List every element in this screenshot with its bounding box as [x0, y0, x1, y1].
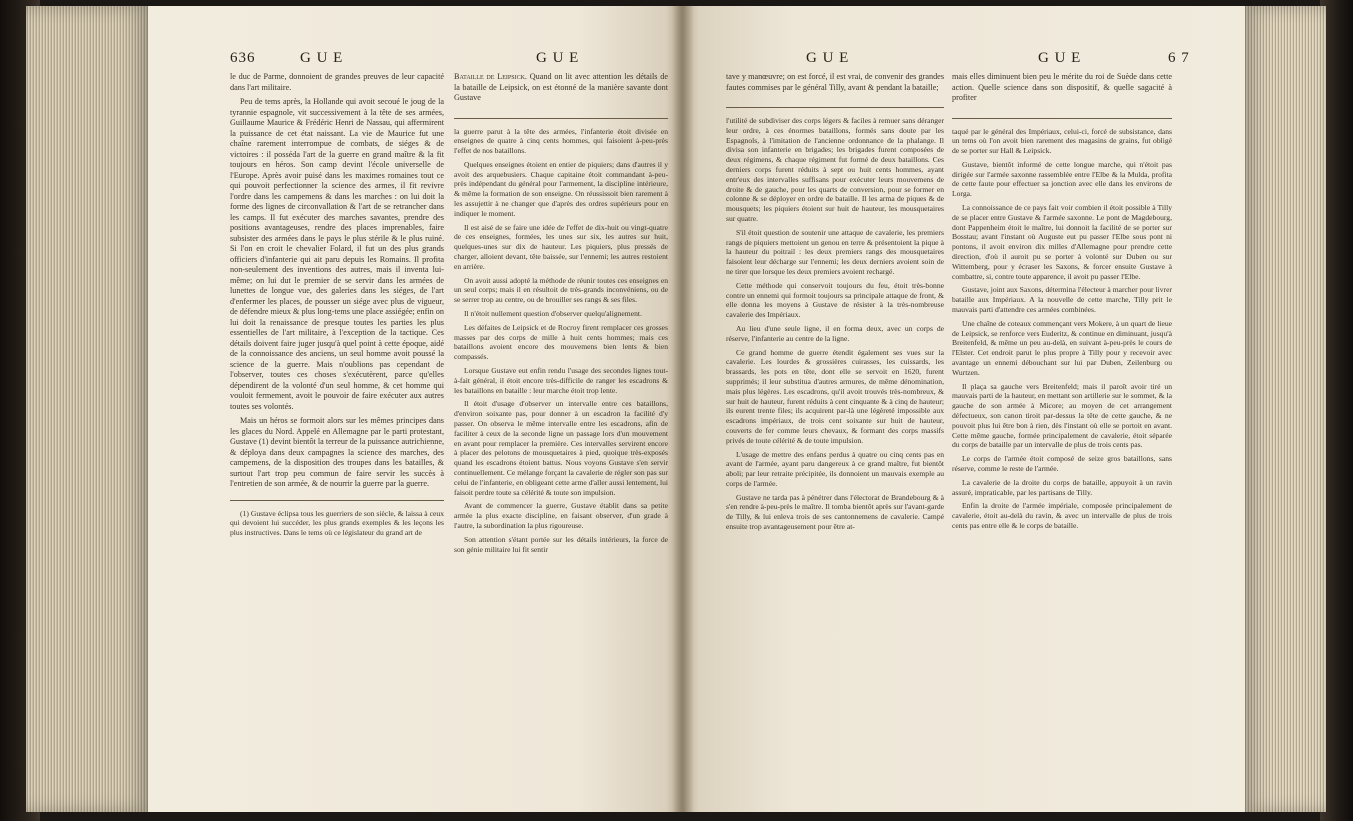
footnote: Gustave, bientôt informé de cette longue marche, qui n'étoit pas dirigée sur l'armée saxonne rassemblée entre l'Elbe & la Mulda, profita de cette faute pour effectuer sa jonction avec elle dans les environs de Lorga.: [952, 159, 1172, 199]
footnote: Ce grand homme de guerre étendit également ses vues sur la cavalerie. Les lourdes & grossières cuirasses, les cuissards, les brassards, les pots en tête, dont elle se servoit en 1620, furent supprimés; il leur substitua d'autres armures, de même dénomination, mais plus légères. Les escadrons, qu'il avoit trouvés très-nombreux, & sur huit de hauteur, furent réduits à cent cinquante & à cinq de hauteur; ils eurent trente files; ils acquirent par-là une légèreté impossible aux escadrons impériaux, de trois cent soixante sur huit de hauteur, couverts de fer comme leurs chevaux, & formant des corps massifs privés de toute célérité & de toute impulsion.: [726, 347, 944, 445]
page-edges-left: [26, 6, 150, 812]
paragraph: Mais un héros se formoit alors sur les mêmes principes dans les glaces du Nord. Appelé en Allemagne par le parti protestant, Gustave (1) devint bientôt la terreur de la puissance autrichienne, & déploya dans deux campagnes la science des marches, des campemens, de la disposition des troupes dans les batailles, & surtout l'art trop peu commun de faire servir les succès à l'entretien de son armée, & de nourrir la guerre par la guerre.: [230, 416, 444, 488]
footnote: Gustave, joint aux Saxons, détermina l'électeur à marcher pour livrer bataille aux Impériaux. A la nouvelle de cette marche, Tilly prit le mauvais parti d'attendre ces armées combinées.: [952, 285, 1172, 315]
footnote: L'usage de mettre des enfans perdus à quatre ou cinq cents pas en avant de l'armée, ayant paru dangereux à ce grand maître, fut bientôt aboli; par leur retraite précipitée, ils donnoient un mauvais exemple au corps de l'armée.: [726, 449, 944, 488]
right-page-number: 6 7: [1168, 50, 1190, 66]
paragraph: mais elles diminuent bien peu le mérite du roi de Suède dans cette action. Quelle science dans son dispositif, & quelle sagacité à profiter: [952, 72, 1172, 102]
footnote: La cavalerie de la droite du corps de bataille, appuyoit à un ravin assuré, impraticable, par les partisans de Tilly.: [952, 477, 1172, 497]
footnote: Lorsque Gustave eut enfin rendu l'usage des secondes lignes tout-à-fait général, il étoit encore très-difficile de ranger les escadrons & les bataillons en bataille : leur marche étoit trop lente.: [454, 366, 668, 395]
footnote: S'il étoit question de soutenir une attaque de cavalerie, les premiers rangs de piquiers mettoient un genou en terre & présentoient la pique à la hauteur du poitrail : les deux premiers rangs des mousquetaires faisoient leur décharge sur l'ennemi; les deux derniers avoient soin de ne tirer que lorsque les deux premiers avoient rechargé.: [726, 227, 944, 276]
footnote-rule: [230, 500, 444, 501]
right-running-title-2: G U E: [1038, 50, 1082, 66]
footnote: Le corps de l'armée étoit composé de seize gros bataillons, sans réserve, comme le reste de l'armée.: [952, 454, 1172, 473]
left-page-column-2: [454, 72, 668, 792]
footnote-rule: [454, 118, 668, 119]
section-paragraph: [454, 72, 668, 104]
footnote: Les défaites de Leipsick et de Rocroy firent remplacer ces grosses masses par des corps de mille à huit cents hommes; mais ces bataillons avoient encore des mouvemens bien lents & bien compassés.: [454, 322, 668, 362]
footnote: Son attention s'étant portée sur les détails intérieurs, la force de son génie militaire lui fit sentir: [454, 534, 668, 554]
footnote: (1) Gustave éclipsa tous les guerriers de son siècle, & laissa à ceux qui devoient lui succéder, les plus grands exemples & les leçons les plus instructives. Dans le tems où ce législateur du grand art de: [230, 508, 444, 538]
footnote-rule: [726, 107, 944, 108]
left-page-header: [148, 50, 682, 74]
paragraph: le duc de Parme, donnoient de grandes preuves de leur capacité dans l'art militaire.: [230, 72, 444, 92]
footnote: Cette méthode qui conservoit toujours du feu, étoit très-bonne contre un ennemi qui formoit toujours sa principale attaque de front, & elle donna les moyens à Gustave de résister à la très-nombreuse cavalerie des Impériaux.: [726, 280, 944, 320]
footnote: Une chaîne de coteaux commençant vers Mokere, à un quart de lieue de Leipsick, se renforce vers Euderitz, & continue en diminuant, jusqu'à Breitenfeld, & même un peu au-delà, en suivant à-peu-près le cours de l'Elster. Cet endroit parut le plus propre à Tilly pour y recevoir avec avantage un ennemi débouchant sur lui par Duben, Zeilenburg ou Wurtzen.: [952, 318, 1172, 377]
right-page-column-2: [952, 72, 1172, 792]
left-running-title-1: G U E: [300, 50, 344, 66]
page-edges-right: [1244, 6, 1326, 812]
footnote: Il est aisé de se faire une idée de l'effet de dix-huit ou vingt-quatre de ces enseignes, formées, les unes sur six, les autres sur huit, quelques-unes sur dix de hauteur. Les piquiers, plus pressés de charger, alloient devant, tête baissée, sur l'ennemi; les autres restoient en arrière.: [454, 222, 668, 271]
footnote: l'utilité de subdiviser des corps légers & faciles à remuer sans déranger leur ordre, à ces énormes bataillons, formés sans doute par les Espagnols, à l'imitation de l'ancienne ordonnance de la phalange. Il divisa son infanterie en brigades; les brigades furent composées de deux régimens, & chaque régiment fut formé de deux bataillons. Ces derniers corps furent réduits à sept ou huit cents hommes, ayant entr'eux des intervalles suffisans pour exécuter leurs mouvemens de droite & de gauche, pour les quarts de conversion, pour se former en colonne & se déployer en ordre de bataille. Il les arma de piques & de mousquets; les piquiers étoient sur huit de hauteur, les mousquetaires sur quatre.: [726, 116, 944, 223]
footnote: Quelques enseignes étoient en entier de piquiers; dans d'autres il y avoit des arquebusiers. Chaque capitaine étoit commandant à-peu-près indépendant du général pour l'armement, la discipline intérieure, & même la formation de son enseigne. On réussissoit bien rarement à les assujettir à ne changer que d'après des ordres supérieurs pour en indiquer le moment.: [454, 159, 668, 218]
left-page: [148, 6, 682, 812]
footnote: Au lieu d'une seule ligne, il en forma deux, avec un corps de réserve, l'infanterie au centre de la ligne.: [726, 323, 944, 343]
book-gutter: [672, 6, 694, 812]
footnote: taqué par le général des Impériaux, celui-ci, forcé de subsistance, dans un tems où l'on avoit bien rarement des magasins de grains, fut obligé de se porter sur Hall & Leipsick.: [952, 126, 1172, 156]
right-running-title-1: G U E: [806, 50, 850, 66]
footnote: Il étoit d'usage d'observer un intervalle entre ces bataillons, d'environ soixante pas, pour donner à un escadron la facilité d'y passer. On observa le même intervalle entre les escadrons, afin de faciliter à ceux de la seconde ligne un passage lors d'un mouvement en avant pour remplacer la première. Ces intervalles servirent encore à placer des pelotons de mousquetaires à pied, quoique très-exposés quand les escadrons étoient battus. Nous voyons Gustave s'en servir continuellement. Ce mélange forçant la cavalerie de régler son pas sur celui de l'infanterie, en obligeant cette arme d'aller aussi lentement, lui faisoit perdre toute sa célérité & toute son impulsion.: [454, 399, 668, 497]
right-page-column-1: [726, 72, 944, 792]
footnote: On avoit aussi adopté la méthode de réunir toutes ces enseignes en un seul corps; mais il en résultoit de très-grands inconvéniens, ou de se serrer trop au centre, ou de brouiller ses rangs & ses files.: [454, 275, 668, 305]
left-running-title-2: G U E: [536, 50, 580, 66]
footnote: Il n'étoit nullement question d'observer quelqu'alignement.: [464, 309, 642, 319]
left-page-number: 636: [230, 50, 256, 66]
footnote: La connoissance de ce pays fait voir combien il étoit possible à Tilly de se placer entre Gustave & l'armée saxonne. Le pont de Magdebourg, dont Pappenheim étoit le maître, lui donnoit la facilité de se porter sur Bosstau; avant l'instant où Auguste eut pu passer l'Elbe sous pont ni pontons, il avoit environ dix milles d'Allemagne pour prendre cette direction, d'où il auroit pu se porter à volonté sur Duben ou sur Wittemberg, pour y écraser les Saxons, & forcer ensuite Gustave à combattre, si, contre toute apparence, il avoit pu passer l'Elbe.: [952, 203, 1172, 281]
left-page-column-1: [230, 72, 444, 792]
footnote: Gustave ne tarda pas à pénétrer dans l'électorat de Brandebourg & à s'en rendre à-peu-près le maître. Il tomba bientôt après sur l'avant-garde de Tilly, & lui enleva trois de ses cantonnemens de cavalerie. Campé ensuite trop avantageusement pour être at-: [726, 492, 944, 532]
section-title: Bataille de Leipsick.: [454, 72, 527, 81]
section-text: Quand on lit avec attention les détails de la bataille de Leipsick, on est étonné de la manière savante dont Gustave: [454, 72, 668, 102]
paragraph: tave y manœuvre; on est forcé, il est vrai, de convenir des grandes fautes commises par le général Tilly, avant & pendant la bataille;: [726, 72, 944, 92]
footnote: la guerre parut à la tête des armées, l'infanterie étoit divisée en enseignes de quatre à cinq cents hommes, qui faisoient à-peu-près l'effet de nos bataillons.: [454, 126, 668, 156]
right-page: [682, 6, 1245, 812]
footnote: Il plaça sa gauche vers Breitenfeld; mais il paroît avoir tiré un mauvais parti de la hauteur, en mettant son artillerie sur le sommet, & la gauche de son armée à Micore; au moyen de cet arrangement défectueux, son canon tiroit par-dessus la tête de cette gauche, & ne pouvoit plus lui être bon à rien, dès l'instant où elle se portoit en avant. Cette même gauche, formée principalement de cavalerie, étoit séparée du corps de bataille par un intervalle de plus de trois cents pas.: [952, 381, 1172, 450]
footnote: Enfin la droite de l'armée impériale, composée principalement de cavalerie, étoit au-delà du ravin, & avec un intervalle de plus de trois cents pas entre elle & le corps de bataille.: [952, 501, 1172, 530]
paragraph: Peu de tems après, la Hollande qui avoit secoué le joug de la tyrannie espagnole, vit successivement à la tête de ses armées, Guillaume Maurice & Frédéric Henri de Nassau, qui affermirent la puissance de cet état naissant. La vie de Maurice fut une chaîne rarement interrompue de combats, de siéges & de victoires : il posséda l'art de la guerre en grand maître & la fit toujours en héros. Son camp devint l'école universelle de l'Europe. Après avoir puisé dans les maximes romaines tout ce qui pouvoit perfectionner la science des armes, il fit revivre l'ordre dans les campemens & dans les marches : on lui doit la forme des lignes de circonvallation & l'art de se retrancher dans les camps. Il fut exécuter des marches savantes, prendre des positions avantageuses, rendre des places imprenables, faire subsister des armées dans le pays le plus stérile & le plus ruiné. Si l'on en croit le chevalier Folard, il fut un des plus grands officiers d'infanterie qui ait paru depuis les Romains. Il profita non-seulement des inventions des autres, mais il inventa lui-même; on lui dut le premier de se servir dans les armées de lunettes de longue vue, des galeries dans les siéges, de l'art d'enfermer les places, de pousser un siége avec plus de vigueur, de défendre mieux & plus long-tems une place assiégée; enfin on lui doit la renaissance de presque toutes les parties les plus essentielles de l'art militaire, à l'exception de la tactique. Ces détails doivent faire juger jusqu'à quel point à cette époque, aidé de la connoissance des anciens, un seul homme avoit poussé la science de la guerre. Mais n'oublions pas cependant de l'observer, toutes ces choses s'exécutèrent, parce qu'elles dépendirent de la volonté d'un seul homme, & cet homme qui vouloit fermement, avoit le pouvoir de faire exécuter aux autres toutes ses volontés.: [230, 97, 444, 411]
footnote-rule: [952, 118, 1172, 119]
footnote: Avant de commencer la guerre, Gustave établit dans sa petite armée la plus exacte discipline, en faisant observer, d'un grade à l'autre, la subordination la plus rigoureuse.: [454, 501, 668, 530]
right-page-header: [682, 50, 1245, 74]
